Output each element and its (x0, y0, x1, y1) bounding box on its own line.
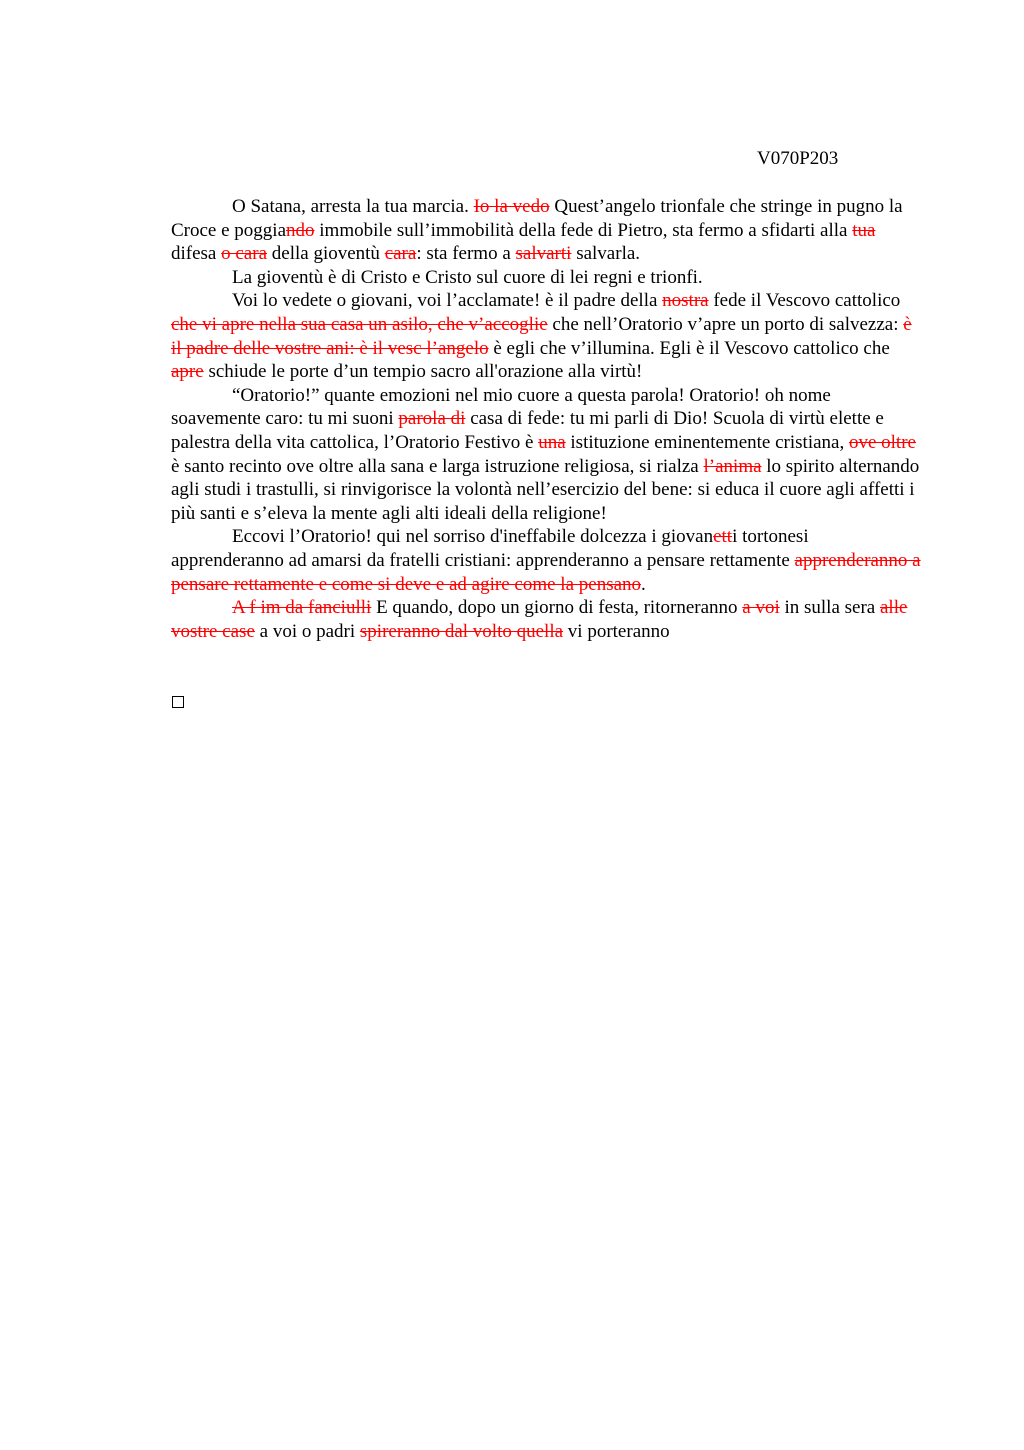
text-segment: fede il Vescovo cattolico (708, 290, 901, 312)
deleted-text: tua (852, 219, 876, 241)
paragraph (171, 195, 921, 266)
document-body (171, 195, 921, 643)
deleted-text: apre (171, 361, 204, 383)
text-segment: Quest’angelo trionfale che stringe in pugno la Croce e poggia (171, 196, 903, 241)
deleted-text: una (538, 431, 566, 453)
text-segment: E quando, dopo un giorno di festa, ritorneranno (371, 597, 743, 619)
text-segment: casa di fede: tu mi parli di Dio! Scuola di virtù elette e palestra della vita cattolica, l’Oratorio Festivo è (171, 408, 884, 453)
deleted-text: parola di (398, 408, 466, 430)
page-code: V070P203 (757, 148, 839, 169)
deleted-text: nostra (662, 290, 709, 312)
text-segment: immobile sull’immobilità della fede di Pietro, sta fermo a sfidarti alla (314, 219, 853, 241)
empty-square-icon (172, 696, 184, 708)
deleted-text: cara (384, 243, 417, 265)
text-segment: è egli che v’illumina. Egli è il Vescovo cattolico che (488, 337, 890, 359)
text-segment: O Satana, arresta la tua marcia. (232, 196, 474, 217)
text-segment: della gioventù (267, 243, 385, 265)
paragraph (171, 525, 921, 596)
deleted-text: è il padre delle vostre ani: è il vesc l’angelo (171, 313, 912, 359)
text-segment: vi porteranno (563, 620, 670, 642)
deleted-text: Io la vedo (473, 196, 550, 217)
paragraph (171, 596, 921, 643)
deleted-text: che vi apre nella sua casa un asilo, che v’accoglie (171, 313, 548, 335)
text-segment: in sulla sera (779, 597, 880, 619)
text-segment: “Oratorio!” quante emozioni nel mio cuore a questa parola! Oratorio! oh nome soavemente caro: tu mi suoni (171, 384, 831, 430)
deleted-text: salvarti (515, 243, 572, 265)
text-segment: difesa (171, 243, 222, 265)
text-segment: i tortonesi apprenderanno ad amarsi da fratelli cristiani: apprenderanno a pensare rettamente (171, 526, 809, 571)
text-segment: lo spirito alternando agli studi i trastulli, si rinvigorisce la volontà nell’esercizio del bene: si educa il cuore agli affetti i più santi e s’eleva la mente agli alti ideali della religione! (171, 455, 920, 524)
deleted-text: ove oltre (848, 431, 916, 453)
deleted-text: o cara (221, 243, 268, 265)
text-segment: : sta fermo a (416, 243, 516, 265)
text-segment: è santo recinto ove oltre alla sana e larga istruzione religiosa, si rialza (171, 455, 704, 477)
text-segment: . (641, 573, 646, 595)
text-segment: schiude le porte d’un tempio sacro all'orazione alla virtù! (203, 361, 643, 383)
text-segment: istituzione eminentemente cristiana, (565, 431, 849, 453)
text-segment: a voi o padri (254, 620, 360, 642)
text-segment: Eccovi l’Oratorio! qui nel sorriso d'ineffabile dolcezza i giovan (232, 526, 714, 548)
deleted-text: ett (713, 526, 733, 548)
paragraph (171, 384, 921, 526)
deleted-text: spireranno dal volto quella (359, 620, 564, 642)
text-segment: che nell’Oratorio v’apre un porto di salvezza: (547, 313, 904, 335)
deleted-text: apprenderanno a pensare rettamente e come si deve e ad agire come la pensano (171, 549, 921, 595)
deleted-text: a voi (742, 597, 780, 619)
deleted-text: ndo (286, 219, 315, 241)
deleted-text: A f im da fanciulli (232, 597, 372, 619)
deleted-text: l’anima (703, 455, 762, 477)
text-segment: Voi lo vedete o giovani, voi l’acclamate! è il padre della (232, 290, 663, 312)
text-segment: La gioventù è di Cristo e Cristo sul cuore di lei regni e trionfi. (232, 266, 703, 288)
text-segment: salvarla. (571, 243, 641, 265)
deleted-text: alle vostre case (171, 597, 908, 642)
paragraph (171, 289, 921, 383)
paragraph (171, 266, 921, 290)
